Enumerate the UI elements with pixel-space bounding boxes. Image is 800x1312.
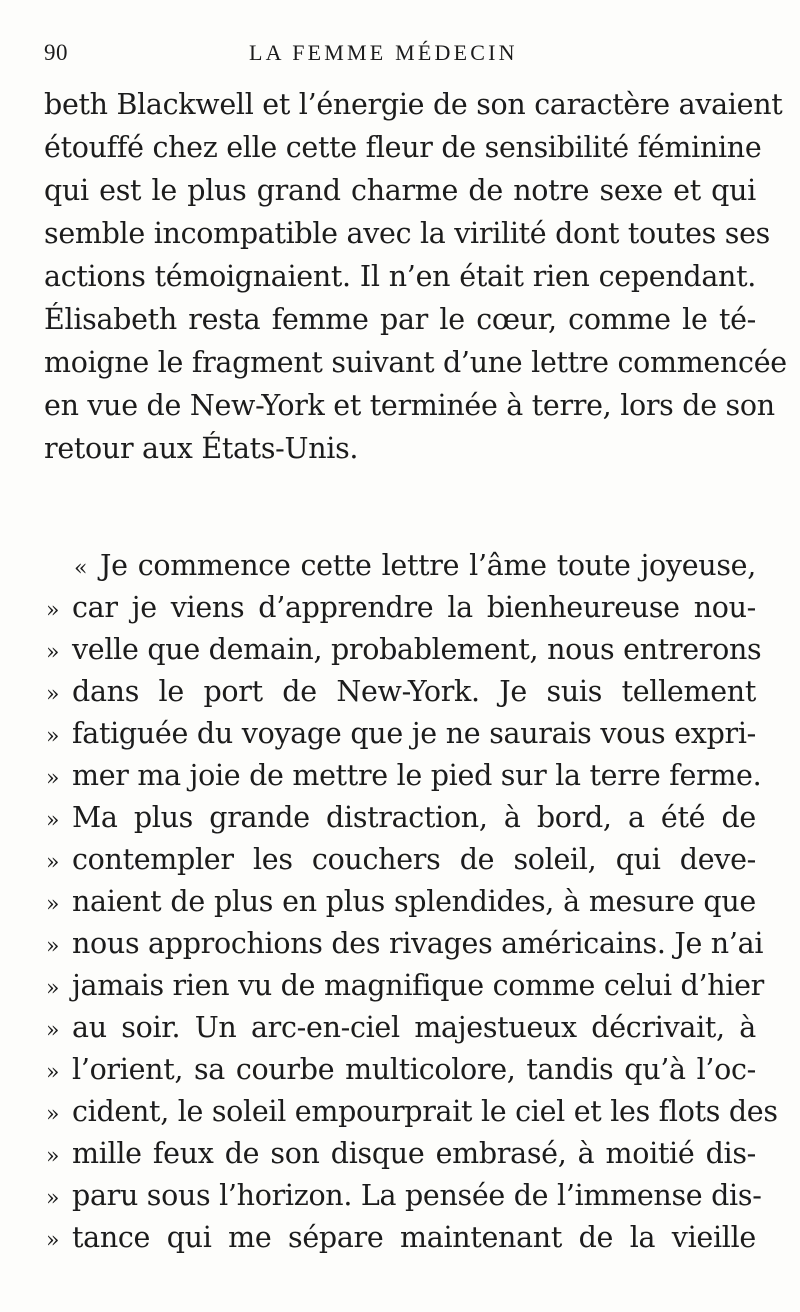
text-line: actions témoignaient. Il n’en était rien cependant. (44, 260, 756, 293)
page-number: 90 (44, 40, 68, 65)
quote-line (46, 1175, 762, 1217)
quote-continuation-mark: » (46, 976, 60, 1001)
quote-open-mark: « (74, 556, 88, 581)
text-line: beth Blackwell et l’énergie de son caractère avaient (44, 88, 783, 121)
quote-continuation-mark: » (46, 892, 60, 917)
quote-continuation-mark: » (46, 766, 60, 791)
text-line: étouffé chez elle cette fleur de sensibilité féminine (44, 131, 762, 164)
quote-continuation-mark: » (46, 1186, 60, 1211)
quote-line-text: mille feux de son disque embrasé, à moitié dis- (72, 1137, 756, 1170)
quote-line (46, 881, 756, 923)
quote-line (74, 545, 756, 587)
quote-continuation-mark: » (46, 682, 60, 707)
quote-line-text: mer ma joie de mettre le pied sur la terre ferme. (72, 759, 762, 792)
text-line: retour aux États-Unis. (44, 432, 359, 465)
quote-continuation-mark: » (46, 1144, 60, 1169)
quote-line (46, 1007, 756, 1049)
quote-line-text: contempler les couchers de soleil, qui deve- (72, 843, 756, 876)
quote-line (46, 965, 764, 1007)
text-line: moigne le fragment suivant d’une lettre commencée (44, 346, 787, 379)
quote-continuation-mark: » (46, 1018, 60, 1043)
quote-line-text: velle que demain, probablement, nous entrerons (72, 633, 762, 666)
quote-line-text: fatiguée du voyage que je ne saurais vous expri- (72, 717, 756, 750)
quote-line-text: dans le port de New-York. Je suis tellement (72, 675, 756, 708)
quote-line (46, 713, 756, 755)
quote-continuation-mark: » (46, 934, 60, 959)
quote-line-text: au soir. Un arc-en-ciel majestueux décrivait, à (72, 1011, 756, 1044)
quote-line-text: jamais rien vu de magnifique comme celui d’hier (72, 969, 764, 1002)
quote-line (46, 1217, 756, 1259)
quote-continuation-mark: » (46, 808, 60, 833)
quote-line-text: tance qui me sépare maintenant de la vieille (72, 1221, 756, 1254)
quote-line-text: Je commence cette lettre l’âme toute joyeuse, (100, 549, 756, 582)
quote-continuation-mark: » (46, 1102, 60, 1127)
quote-line (46, 839, 756, 881)
running-title: LA FEMME MÉDECIN (249, 40, 518, 65)
quote-continuation-mark: » (46, 1060, 60, 1085)
quote-line-text: l’orient, sa courbe multicolore, tandis qu’à l’oc- (72, 1053, 756, 1086)
quote-line-text: naient de plus en plus splendides, à mesure que (72, 885, 756, 918)
page-header (44, 40, 760, 76)
quote-continuation-mark: » (46, 640, 60, 665)
quote-line (46, 671, 756, 713)
quote-line-text: paru sous l’horizon. La pensée de l’immense dis- (72, 1179, 762, 1212)
quote-continuation-mark: » (46, 598, 60, 623)
quote-continuation-mark: » (46, 724, 60, 749)
text-line: en vue de New-York et terminée à terre, lors de son (44, 389, 775, 422)
quote-line (46, 797, 756, 839)
text-line: semble incompatible avec la virilité dont toutes ses (44, 217, 770, 250)
quote-line (46, 1091, 778, 1133)
quote-line-text: car je viens d’apprendre la bienheureuse nou- (72, 591, 756, 624)
quote-line (46, 923, 764, 965)
quote-line (46, 629, 762, 671)
text-line: Élisabeth resta femme par le cœur, comme le té- (44, 303, 756, 336)
quote-line (46, 587, 756, 629)
quote-line-text: Ma plus grande distraction, à bord, a été de (72, 801, 756, 834)
quote-line-text: nous approchions des rivages américains. Je n’ai (72, 927, 764, 960)
quote-continuation-mark: » (46, 850, 60, 875)
quote-line (46, 1049, 756, 1091)
quote-continuation-mark: » (46, 1228, 60, 1253)
quote-line (46, 1133, 756, 1175)
text-line: qui est le plus grand charme de notre sexe et qui (44, 174, 756, 207)
quote-line-text: cident, le soleil empourprait le ciel et les flots des (72, 1095, 778, 1128)
quote-line (46, 755, 762, 797)
